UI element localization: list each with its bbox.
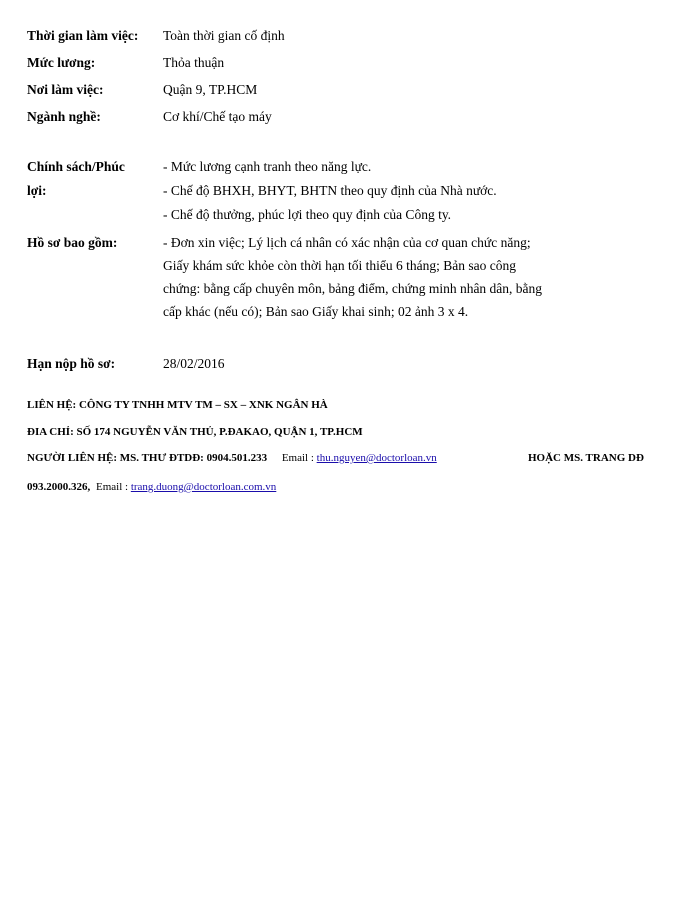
field-label: Nơi làm việc:	[27, 82, 104, 97]
documents-line: chứng: bằng cấp chuyên môn, bảng điểm, chứng minh nhân dân, bằng	[163, 281, 543, 296]
deadline-label: Hạn nộp hồ sơ:	[27, 356, 116, 371]
contact-person-line	[27, 452, 437, 464]
benefits-list	[163, 155, 563, 227]
contact-company: LIÊN HỆ: CÔNG TY TNHH MTV TM – SX – XNK NGÂN HÀ	[27, 399, 328, 411]
benefit-item: - Mức lương cạnh tranh theo năng lực.	[163, 159, 372, 174]
field-value: Cơ khí/Chế tạo máy	[163, 109, 272, 124]
documents-line: cấp khác (nếu có); Bản sao Giấy khai sinh; 02 ảnh 3 x 4.	[163, 304, 469, 319]
documents-line: - Đơn xin việc; Lý lịch cá nhân có xác nhận của cơ quan chức năng;	[163, 235, 531, 250]
email-label: Email :	[96, 481, 129, 493]
field-label: Thời gian làm việc:	[27, 28, 139, 43]
email-label: Email :	[281, 452, 314, 464]
field-value: Thỏa thuận	[163, 55, 225, 70]
contact-address: ĐIA CHỈ: SỐ 174 NGUYỄN VĂN THỦ, P.ĐAKAO, QUẬN 1, TP.HCM	[27, 426, 363, 438]
benefit-item: - Chế độ BHXH, BHYT, BHTN theo quy định của Nhà nước.	[163, 183, 497, 198]
contact-person1: NGƯỜI LIÊN HỆ: MS. THƯ ĐTDĐ: 0904.501.233	[27, 452, 268, 464]
contact-person2: HOẶC MS. TRANG DĐ	[528, 452, 644, 464]
documents-line: Giấy khám sức khỏe còn thời hạn tối thiểu 6 tháng; Bản sao công	[163, 258, 517, 273]
documents-text	[163, 231, 563, 323]
documents-label: Hồ sơ bao gồm:	[27, 235, 118, 250]
field-label: Mức lương:	[27, 55, 96, 70]
benefits-label	[27, 155, 157, 203]
email-link-thu[interactable]: thu.nguyen@doctorloan.vn	[316, 452, 437, 464]
field-value: Quận 9, TP.HCM	[163, 82, 258, 97]
field-value: Toàn thời gian cố định	[163, 28, 285, 43]
email-link-trang[interactable]: trang.duong@doctorloan.com.vn	[130, 481, 277, 493]
field-label: Ngành nghề:	[27, 109, 101, 124]
benefits-label-line: Chính sách/Phúc	[27, 159, 125, 174]
contact-phone2: 093.2000.326,	[27, 481, 91, 493]
benefits-label-line: lợi:	[27, 183, 47, 198]
deadline-value: 28/02/2016	[163, 356, 225, 371]
contact-person2-line	[27, 481, 276, 493]
benefit-item: - Chế độ thưởng, phúc lợi theo quy định của Công ty.	[163, 207, 452, 222]
